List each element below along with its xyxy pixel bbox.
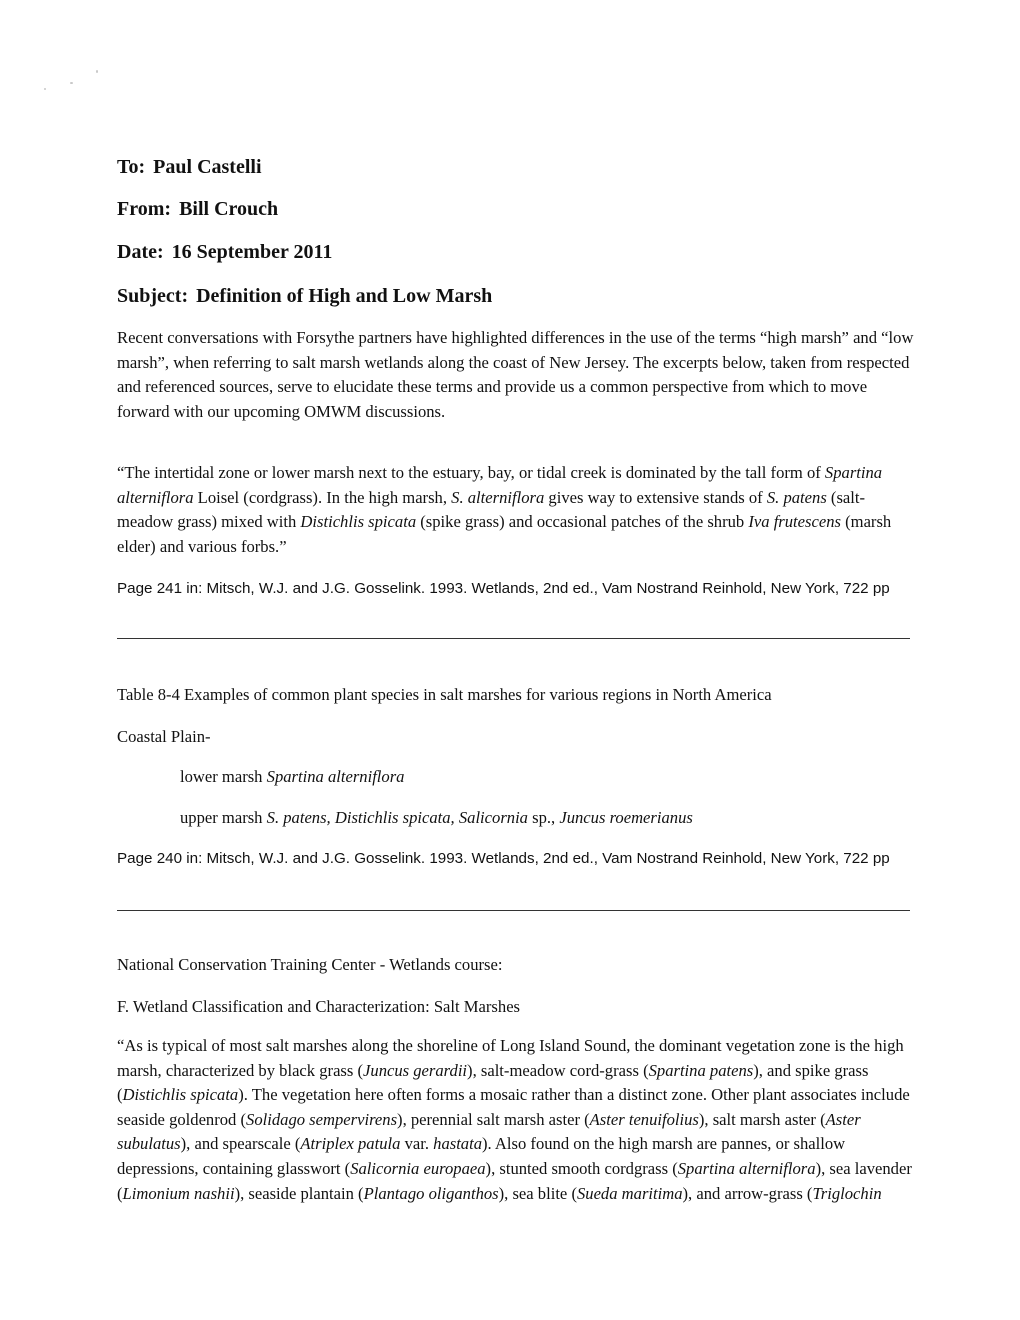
- course-title: National Conservation Training Center - Wetlands course:: [117, 955, 503, 974]
- course-section: F. Wetland Classification and Characterization: Salt Marshes: [117, 997, 521, 1016]
- scan-speck: [70, 82, 73, 84]
- excerpt-1-text: (marsh elder) and various forbs.”: [117, 512, 892, 556]
- excerpt-3-text: ), sea lavender (: [117, 1158, 912, 1203]
- lower-marsh-label: lower marsh: [180, 767, 267, 786]
- species-name: Sueda maritima: [576, 1183, 683, 1203]
- from-value: Bill Crouch: [179, 198, 279, 220]
- species-name: Spartina alterniflora: [677, 1158, 816, 1178]
- memo-date: [117, 240, 332, 264]
- subject-value: Definition of High and Low Marsh: [196, 285, 493, 307]
- species-name: Spartina patens: [648, 1060, 754, 1080]
- species-name: Distichlis spicata: [122, 1085, 239, 1105]
- excerpt-1-text: “The intertidal zone or lower marsh next to the estuary, bay, or tidal creek is dominated by the tall form of: [117, 463, 825, 482]
- section-divider: [117, 638, 910, 639]
- table-region: Coastal Plain-: [117, 727, 211, 746]
- excerpt-1: [117, 461, 917, 559]
- species-name: Aster subulatus: [117, 1109, 861, 1154]
- memo-from: [117, 197, 278, 221]
- species-name: Solidago sempervirens: [246, 1109, 398, 1129]
- excerpt-1-text: (spike grass) and occasional patches of the shrub: [416, 512, 749, 532]
- citation-2: Page 240 in: Mitsch, W.J. and J.G. Gosselink. 1993. Wetlands, 2nd ed., Vam Nostrand Reinhold, New York, 722 pp: [117, 850, 890, 867]
- excerpt-3-text: ), and arrow-grass (: [682, 1183, 813, 1203]
- subject-label: Subject:: [117, 285, 189, 307]
- to-value: Paul Castelli: [153, 156, 262, 178]
- excerpt-3-text: ), perennial salt marsh aster (: [397, 1109, 590, 1129]
- excerpt-3-text: ), salt-meadow cord-grass (: [467, 1060, 649, 1080]
- species-name: Aster tenuifolius: [589, 1109, 699, 1129]
- species-name: Limonium nashii: [122, 1183, 235, 1203]
- species-name: Plantago oliganthos: [363, 1183, 499, 1203]
- excerpt-1-text: gives way to extensive stands of: [544, 487, 767, 507]
- upper-marsh-label: upper marsh: [180, 808, 267, 827]
- excerpt-3: [117, 1034, 917, 1206]
- citation-1: Page 241 in: Mitsch, W.J. and J.G. Gosselink. 1993. Wetlands, 2nd ed., Vam Nostrand Reinhold, New York, 722 pp: [117, 580, 890, 597]
- excerpt-1-text: Loisel (cordgrass). In the high marsh,: [193, 487, 452, 507]
- excerpt-3-text: ), stunted smooth cordgrass (: [485, 1158, 678, 1178]
- species-name: Iva frutescens: [748, 512, 841, 532]
- species-name: Spartina alterniflora: [117, 463, 883, 507]
- excerpt-3-text: ), and spearscale (: [180, 1134, 301, 1154]
- species-name: Triglochin: [812, 1183, 882, 1203]
- excerpt-3-text: var.: [400, 1134, 434, 1154]
- species-name: hastata: [433, 1134, 483, 1154]
- species-name: Juncus roemerianus: [559, 808, 693, 827]
- excerpt-3-text: ), salt marsh aster (: [698, 1109, 826, 1129]
- date-value: 16 September 2011: [171, 241, 333, 263]
- species-name: S. patens: [766, 487, 827, 507]
- to-label: To:: [117, 156, 146, 178]
- section-divider: [117, 910, 910, 911]
- excerpt-3-text: ). Also found on the high marsh are pannes, or shallow depressions, containing glasswort (: [117, 1134, 846, 1178]
- memo-to: [117, 155, 262, 179]
- excerpt-3-text: ), and spike grass (: [117, 1060, 869, 1105]
- table-lower-marsh: [180, 765, 404, 789]
- excerpt-3-text: ), sea blite (: [498, 1183, 577, 1203]
- table-upper-marsh: [180, 806, 693, 830]
- excerpt-3-text: “As is typical of most salt marshes along the shoreline of Long Island Sound, the dominant vegetation zone is the high marsh, characterized by black grass (: [117, 1036, 904, 1080]
- species-name: S. alterniflora: [451, 487, 545, 507]
- excerpt-3-text: ). The vegetation here often forms a mosaic rather than a distinct zone. Other plant associates include seaside goldenrod (: [117, 1085, 910, 1129]
- scan-speck: [44, 88, 46, 90]
- table-title: Table 8-4 Examples of common plant species in salt marshes for various regions in North America: [117, 685, 772, 704]
- species-name: S. patens, Distichlis spicata, Salicornia: [266, 808, 528, 827]
- species-name: Atriplex patula: [300, 1134, 401, 1154]
- scan-speck: [96, 70, 98, 73]
- intro-paragraph: Recent conversations with Forsythe partners have highlighted differences in the use of the terms “high marsh” and “low marsh”, when referring to salt marsh wetlands along the coast of New Jersey. The excerpts below, taken from respected and referenced sources, serve to elucidate these terms and provide us a common perspective from which to move forward with our upcoming OMWM discussions.: [117, 328, 914, 421]
- species-name: Spartina alterniflora: [266, 767, 405, 786]
- memo-subject: [117, 284, 492, 308]
- species-name: Salicornia europaea: [350, 1158, 486, 1178]
- species-name: Juncus gerardii: [363, 1060, 468, 1080]
- excerpt-1-text: (salt-meadow grass) mixed with: [117, 487, 866, 532]
- from-label: From:: [117, 198, 172, 220]
- excerpt-3-text: ), seaside plantain (: [234, 1183, 364, 1203]
- species-name: Distichlis spicata: [300, 512, 417, 532]
- date-label: Date:: [117, 241, 164, 263]
- upper-marsh-text: sp.,: [527, 808, 560, 827]
